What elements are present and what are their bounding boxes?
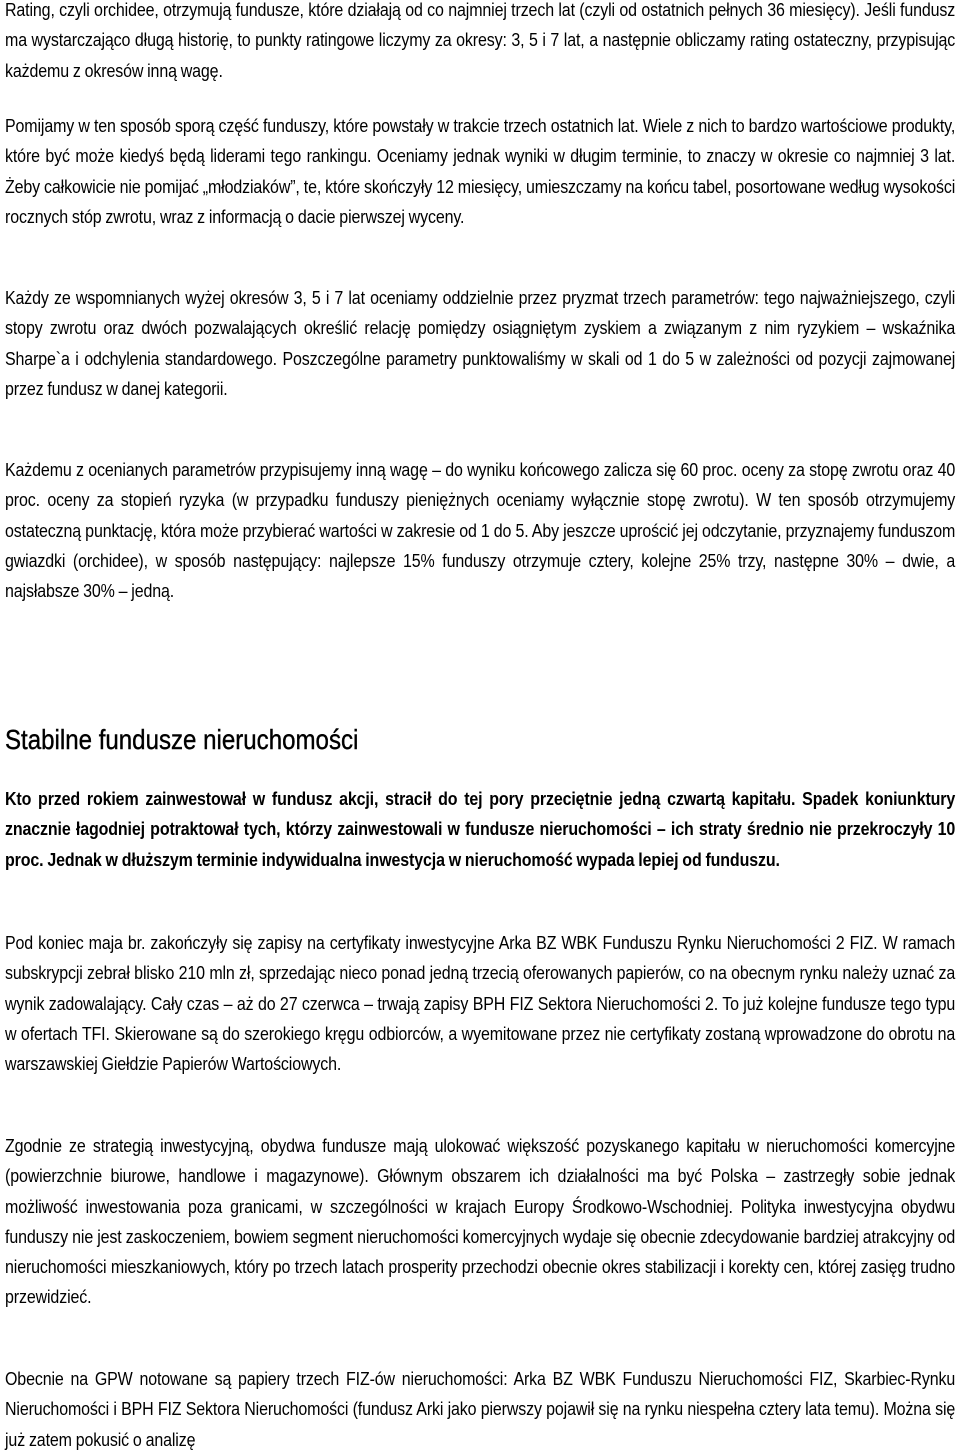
- paragraph-rating-intro: Rating, czyli orchidee, otrzymują fundusze, które działają od co najmniej trzech lat (czyli od ostatnich pełnych 36 miesięcy). Jeśli fundusz ma wystarczająco długą historię, to punkty ratingowe liczymy za okresy: 3, 5 i 7 lat, a następnie obliczamy rating ostateczny, przypisując każdemu z okresów inną wagę.: [5, 0, 956, 81]
- paragraph-weights: Każdemu z ocenianych parametrów przypisujemy inną wagę – do wyniku końcowego zalicza się 60 proc. oceny za stopę zwrotu oraz 40 proc. oceny za stopień ryzyka (w przypadku funduszy pieniężnych oceniamy wyłącznie stopę zwrotu). W ten sposób otrzymujemy ostateczną punktację, która może przybierać wartości w zakresie od 1 do 5. Aby jeszcze uprościć jej odczytanie, przyznajemy funduszom gwiazdki (orchidee), w sposób następujący: najlepsze 15% funduszy otrzymuje cztery, kolejne 25% trzy, następne 30% – dwie, a najsłabsze 30% – jedną.: [5, 459, 956, 602]
- section-title: Stabilne fundusze nieruchomości: [5, 724, 359, 755]
- paragraph-parameters: Każdy ze wspomnianych wyżej okresów 3, 5 i 7 lat oceniamy oddzielnie przez pryzmat trzech parametrów: tego najważniejszego, czyli stopy zwrotu oraz dwóch pozwalających określić relację pomiędzy osiągniętym zyskiem a związanym z nim ryzykiem – wskaźnika Sharpe`a i odchylenia standardowego. Poszczególne parametry punktowaliśmy w skali od 1 do 5 w zależności od pozycji zajmowanej przez fundusz w danej kategorii.: [5, 287, 956, 399]
- paragraph-subscriptions: Pod koniec maja br. zakończyły się zapisy na certyfikaty inwestycyjne Arka BZ WBK Funduszu Rynku Nieruchomości 2 FIZ. W ramach subskrypcji zebrał blisko 210 mln zł, sprzedając nieco ponad jedną trzecią oferowanych papierów, co na obecnym rynku należy uznać za wynik zadowalający. Cały czas – aż do 27 czerwca – trwają zapisy BPH FIZ Sektora Nieruchomości 2. To już kolejne fundusze tego typu w ofertach TFI. Skierowane są do szerokiego kręgu odbiorców, a wyemitowane przez nie certyfikaty zostaną wprowadzone do obrotu na warszawskiej Giełdzie Papierów Wartościowych.: [5, 932, 956, 1075]
- paragraph-young-funds: Pomijamy w ten sposób sporą część funduszy, które powstały w trakcie trzech ostatnich lat. Wiele z nich to bardzo wartościowe produkty, które być może kiedyś będą liderami tego rankingu. Oceniamy jednak wyniki w długim terminie, to znaczy w okresie co najmniej 3 lat. Żeby całkowicie nie pomijać „młodziaków”, te, które skończyły 12 miesięcy, umieszczamy na końcu tabel, posortowane według wysokości rocznych stóp zwrotu, wraz z informacją o dacie pierwszej wyceny.: [5, 115, 956, 227]
- section-lead: Kto przed rokiem zainwestował w fundusz akcji, stracił do tej pory przeciętnie jedną czwartą kapitału. Spadek koniunktury znacznie łagodniej potraktował tych, którzy zainwestowali w fundusze nieruchomości – ich straty średnio nie przekroczyły 10 proc. Jednak w dłuższym terminie indywidualna inwestycja w nieruchomość wypada lepiej od funduszu.: [5, 788, 956, 870]
- paragraph-gpw-listing: Obecnie na GPW notowane są papiery trzech FIZ-ów nieruchomości: Arka BZ WBK Funduszu Nieruchomości FIZ, Skarbiec-Rynku Nieruchomości i BPH FIZ Sektora Nieruchomości (fundusz Arki jako pierwszy pojawił się na rynku niespełna cztery lata temu). Można się już zatem pokusić o analizę: [5, 1368, 956, 1450]
- paragraph-strategy: Zgodnie ze strategią inwestycyjną, obydwa fundusze mają ulokować większość pozyskanego kapitału w nieruchomości komercyjne (powierzchnie biurowe, handlowe i magazynowe). Głównym obszarem ich działalności ma być Polska – zastrzegły sobie jednak możliwość inwestowania poza granicami, w szczególności w krajach Europy Środkowo-Wschodniej. Polityka inwestycyjna obydwu funduszy nie jest zaskoczeniem, bowiem segment nieruchomości komercyjnych wydaje się obecnie zdecydowanie bardziej atrakcyjny od nieruchomości mieszkaniowych, który po trzech latach prosperity przechodzi obecnie okres stabilizacji i korekty cen, której zasięg trudno przewidzieć.: [5, 1135, 956, 1308]
